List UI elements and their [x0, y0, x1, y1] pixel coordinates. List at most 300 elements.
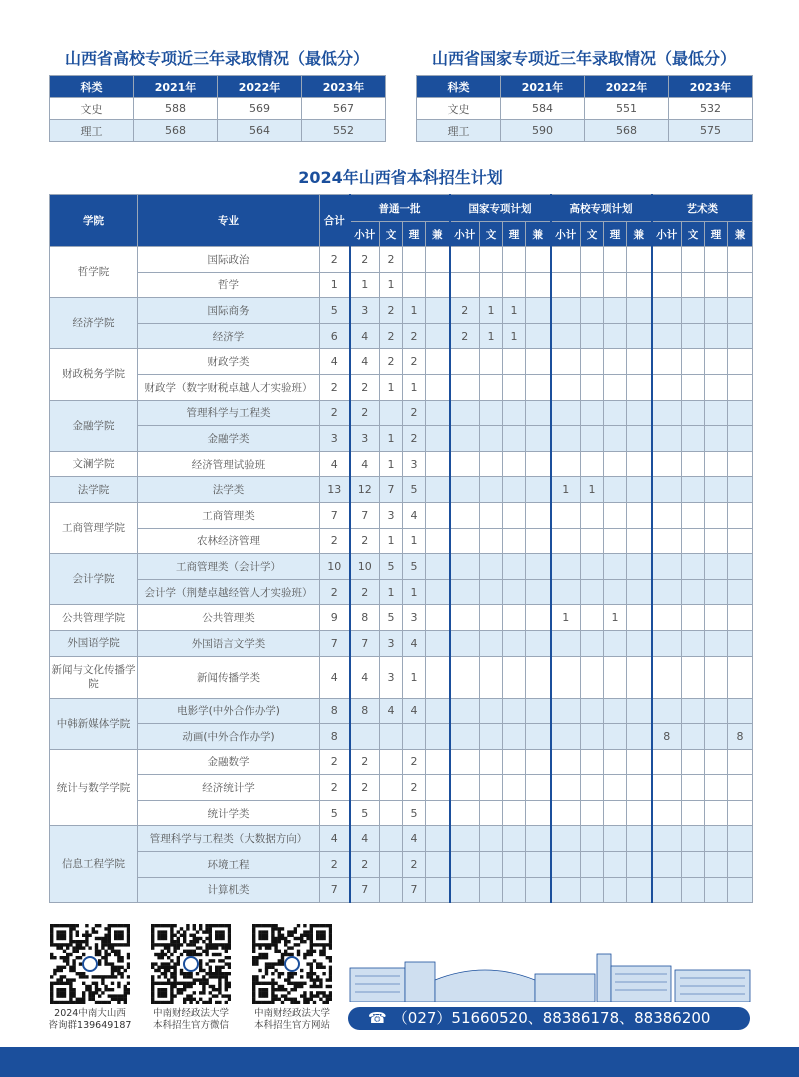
- value-cell: 2: [380, 349, 403, 375]
- value-cell: [526, 426, 551, 452]
- cell: 568: [585, 120, 669, 142]
- value-cell: [728, 656, 753, 698]
- value-cell: 2: [320, 400, 350, 426]
- header-cell: 科类: [50, 76, 134, 98]
- table-row: [50, 426, 753, 452]
- value-cell: [728, 426, 753, 452]
- value-cell: [551, 247, 581, 273]
- value-cell: [503, 630, 526, 656]
- value-cell: [627, 451, 652, 477]
- value-cell: [604, 298, 627, 324]
- header-subcolumn: 理: [604, 222, 627, 247]
- value-cell: [581, 656, 604, 698]
- value-cell: 3: [350, 298, 380, 324]
- header-major: 专业: [138, 195, 320, 247]
- value-cell: [581, 698, 604, 724]
- value-cell: [581, 502, 604, 528]
- value-cell: [652, 775, 682, 801]
- value-cell: 2: [380, 247, 403, 273]
- value-cell: [728, 400, 753, 426]
- value-cell: 2: [320, 749, 350, 775]
- value-cell: [705, 400, 728, 426]
- value-cell: 3: [403, 451, 426, 477]
- qr-caption-line1: 中南财经政法大学: [253, 1008, 330, 1019]
- header-cell: 2021年: [134, 76, 218, 98]
- value-cell: [450, 800, 480, 826]
- value-cell: 2: [320, 852, 350, 878]
- value-cell: [380, 826, 403, 852]
- value-cell: [627, 656, 652, 698]
- value-cell: [682, 724, 705, 750]
- value-cell: [581, 451, 604, 477]
- value-cell: 8: [652, 724, 682, 750]
- value-cell: 2: [350, 579, 380, 605]
- value-cell: [581, 775, 604, 801]
- major-cell: 农林经济管理: [138, 528, 320, 554]
- value-cell: [581, 272, 604, 298]
- table-row: [50, 554, 753, 580]
- value-cell: 5: [320, 800, 350, 826]
- value-cell: [450, 451, 480, 477]
- value-cell: [551, 502, 581, 528]
- value-cell: 7: [403, 877, 426, 903]
- value-cell: [705, 272, 728, 298]
- value-cell: [705, 477, 728, 503]
- value-cell: [551, 749, 581, 775]
- value-cell: [705, 528, 728, 554]
- value-cell: [480, 724, 503, 750]
- value-cell: [604, 826, 627, 852]
- major-cell: 国际政治: [138, 247, 320, 273]
- value-cell: [426, 502, 450, 528]
- value-cell: 4: [320, 349, 350, 375]
- value-cell: [526, 800, 551, 826]
- value-cell: [380, 775, 403, 801]
- table-row: [50, 877, 753, 903]
- value-cell: 5: [403, 800, 426, 826]
- value-cell: [705, 579, 728, 605]
- value-cell: [480, 426, 503, 452]
- value-cell: [728, 477, 753, 503]
- table-row: [50, 349, 753, 375]
- value-cell: 2: [403, 775, 426, 801]
- value-cell: [426, 724, 450, 750]
- value-cell: [682, 749, 705, 775]
- qr-caption-line2: 咨询群139649187: [48, 1020, 132, 1031]
- value-cell: [450, 630, 480, 656]
- cell: 理工: [417, 120, 501, 142]
- table-row: [50, 800, 753, 826]
- value-cell: [652, 852, 682, 878]
- value-cell: [682, 579, 705, 605]
- value-cell: [526, 656, 551, 698]
- value-cell: [503, 272, 526, 298]
- value-cell: [426, 400, 450, 426]
- major-cell: 计算机类: [138, 877, 320, 903]
- value-cell: 4: [350, 349, 380, 375]
- value-cell: [526, 247, 551, 273]
- header-total: 合计: [320, 195, 350, 247]
- header-group: 艺术类: [652, 195, 753, 222]
- value-cell: [426, 826, 450, 852]
- cell: 590: [501, 120, 585, 142]
- value-cell: 2: [320, 579, 350, 605]
- header-subcolumn: 兼: [728, 222, 753, 247]
- value-cell: [627, 852, 652, 878]
- value-cell: [426, 374, 450, 400]
- header-cell: 2022年: [218, 76, 302, 98]
- value-cell: [705, 877, 728, 903]
- table-row: [50, 374, 753, 400]
- value-cell: [503, 477, 526, 503]
- value-cell: [426, 877, 450, 903]
- value-cell: [728, 877, 753, 903]
- value-cell: [450, 528, 480, 554]
- value-cell: 1: [403, 579, 426, 605]
- value-cell: [682, 374, 705, 400]
- value-cell: [728, 852, 753, 878]
- value-cell: [551, 877, 581, 903]
- header-cell: 2021年: [501, 76, 585, 98]
- table-row: [50, 98, 386, 120]
- value-cell: [627, 528, 652, 554]
- header-subcolumn: 兼: [627, 222, 652, 247]
- college-cell: 工商管理学院: [50, 502, 138, 553]
- value-cell: 2: [403, 400, 426, 426]
- value-cell: [604, 579, 627, 605]
- value-cell: [652, 400, 682, 426]
- header-subcolumn: 兼: [526, 222, 551, 247]
- value-cell: [581, 247, 604, 273]
- value-cell: 2: [320, 775, 350, 801]
- major-cell: 工商管理类（会计学）: [138, 554, 320, 580]
- value-cell: [728, 605, 753, 631]
- value-cell: 4: [403, 502, 426, 528]
- left-history-table: [49, 75, 386, 142]
- value-cell: 1: [581, 477, 604, 503]
- cell: 文史: [417, 98, 501, 120]
- value-cell: [426, 656, 450, 698]
- value-cell: [652, 323, 682, 349]
- value-cell: [705, 323, 728, 349]
- header-subcolumn: 文: [581, 222, 604, 247]
- value-cell: [682, 247, 705, 273]
- value-cell: [728, 272, 753, 298]
- major-cell: 统计学类: [138, 800, 320, 826]
- value-cell: [526, 323, 551, 349]
- value-cell: [503, 451, 526, 477]
- value-cell: [503, 426, 526, 452]
- value-cell: [604, 656, 627, 698]
- value-cell: [652, 749, 682, 775]
- value-cell: [450, 724, 480, 750]
- major-cell: 动画(中外合作办学): [138, 724, 320, 750]
- value-cell: [480, 579, 503, 605]
- value-cell: [705, 724, 728, 750]
- qr-caption-line2: 本科招生官方网站: [253, 1020, 330, 1031]
- header-group: 国家专项计划: [450, 195, 551, 222]
- value-cell: [652, 502, 682, 528]
- college-cell: 外国语学院: [50, 630, 138, 656]
- header-cell: 2022年: [585, 76, 669, 98]
- value-cell: 2: [380, 323, 403, 349]
- value-cell: 1: [380, 579, 403, 605]
- table-row: [417, 98, 753, 120]
- value-cell: [682, 554, 705, 580]
- value-cell: [581, 630, 604, 656]
- value-cell: 7: [350, 630, 380, 656]
- header-subcolumn: 小计: [652, 222, 682, 247]
- value-cell: [480, 656, 503, 698]
- value-cell: [682, 852, 705, 878]
- value-cell: [526, 272, 551, 298]
- value-cell: 5: [403, 554, 426, 580]
- value-cell: 1: [503, 298, 526, 324]
- value-cell: [728, 374, 753, 400]
- value-cell: 7: [350, 877, 380, 903]
- cell: 552: [302, 120, 386, 142]
- value-cell: 3: [380, 502, 403, 528]
- cell: 569: [218, 98, 302, 120]
- value-cell: [551, 451, 581, 477]
- value-cell: 7: [350, 502, 380, 528]
- value-cell: [604, 323, 627, 349]
- value-cell: [652, 451, 682, 477]
- major-cell: 哲学: [138, 272, 320, 298]
- value-cell: [652, 656, 682, 698]
- qr-caption: [141, 1008, 241, 1032]
- value-cell: 4: [350, 451, 380, 477]
- value-cell: [604, 528, 627, 554]
- value-cell: [652, 298, 682, 324]
- table-row: [50, 120, 386, 142]
- value-cell: [503, 528, 526, 554]
- value-cell: [682, 826, 705, 852]
- value-cell: 4: [403, 698, 426, 724]
- table-row: [50, 451, 753, 477]
- header-subcolumn: 文: [380, 222, 403, 247]
- value-cell: [705, 605, 728, 631]
- major-cell: 会计学（荆楚卓越经管人才实验班）: [138, 579, 320, 605]
- value-cell: [551, 724, 581, 750]
- phone-banner: [348, 1007, 750, 1030]
- value-cell: [604, 630, 627, 656]
- value-cell: [682, 349, 705, 375]
- value-cell: 8: [320, 698, 350, 724]
- value-cell: [581, 800, 604, 826]
- value-cell: [526, 749, 551, 775]
- value-cell: 1: [403, 528, 426, 554]
- phone-icon: ☎: [368, 1009, 387, 1027]
- cell: 568: [134, 120, 218, 142]
- campus-skyline-illustration: [345, 940, 755, 1002]
- value-cell: [526, 775, 551, 801]
- value-cell: 2: [450, 323, 480, 349]
- value-cell: 2: [403, 323, 426, 349]
- value-cell: [480, 877, 503, 903]
- college-cell: 信息工程学院: [50, 826, 138, 903]
- value-cell: 12: [350, 477, 380, 503]
- value-cell: 2: [403, 426, 426, 452]
- value-cell: [503, 775, 526, 801]
- value-cell: 7: [320, 877, 350, 903]
- major-cell: 电影学(中外合作办学): [138, 698, 320, 724]
- header-cell: 2023年: [669, 76, 753, 98]
- value-cell: 1: [380, 272, 403, 298]
- value-cell: 3: [350, 426, 380, 452]
- major-cell: 金融数学: [138, 749, 320, 775]
- value-cell: 5: [380, 554, 403, 580]
- value-cell: [627, 698, 652, 724]
- value-cell: 8: [350, 605, 380, 631]
- value-cell: [526, 400, 551, 426]
- value-cell: [581, 554, 604, 580]
- value-cell: [450, 852, 480, 878]
- header-group: 普通一批: [350, 195, 450, 222]
- value-cell: [604, 374, 627, 400]
- value-cell: [450, 579, 480, 605]
- value-cell: [728, 323, 753, 349]
- value-cell: [627, 826, 652, 852]
- value-cell: [480, 630, 503, 656]
- table-row: [50, 247, 753, 273]
- value-cell: [652, 800, 682, 826]
- value-cell: [403, 272, 426, 298]
- value-cell: 8: [728, 724, 753, 750]
- value-cell: [728, 298, 753, 324]
- value-cell: [551, 323, 581, 349]
- college-cell: 哲学院: [50, 247, 138, 298]
- value-cell: [652, 528, 682, 554]
- value-cell: [604, 502, 627, 528]
- value-cell: [551, 852, 581, 878]
- value-cell: [551, 579, 581, 605]
- qr-caption-line2: 本科招生官方微信: [152, 1020, 229, 1031]
- value-cell: [380, 400, 403, 426]
- table-row: [50, 630, 753, 656]
- value-cell: 7: [380, 477, 403, 503]
- value-cell: [450, 400, 480, 426]
- qr-caption: [40, 1008, 140, 1032]
- value-cell: [480, 775, 503, 801]
- value-cell: [604, 451, 627, 477]
- value-cell: 1: [403, 374, 426, 400]
- value-cell: [503, 554, 526, 580]
- value-cell: 3: [380, 630, 403, 656]
- value-cell: 5: [380, 605, 403, 631]
- value-cell: [581, 528, 604, 554]
- value-cell: [480, 247, 503, 273]
- value-cell: 4: [320, 451, 350, 477]
- value-cell: [728, 554, 753, 580]
- college-cell: 统计与数学学院: [50, 749, 138, 826]
- value-cell: [480, 749, 503, 775]
- value-cell: [652, 477, 682, 503]
- value-cell: 1: [604, 605, 627, 631]
- value-cell: [705, 630, 728, 656]
- value-cell: 3: [320, 426, 350, 452]
- value-cell: 5: [403, 477, 426, 503]
- value-cell: [728, 502, 753, 528]
- value-cell: [581, 426, 604, 452]
- value-cell: [581, 605, 604, 631]
- value-cell: [426, 528, 450, 554]
- value-cell: [604, 852, 627, 878]
- cell: 564: [218, 120, 302, 142]
- major-cell: 法学类: [138, 477, 320, 503]
- value-cell: 4: [350, 826, 380, 852]
- value-cell: [581, 852, 604, 878]
- value-cell: [604, 247, 627, 273]
- college-cell: 金融学院: [50, 400, 138, 451]
- value-cell: [581, 400, 604, 426]
- value-cell: 1: [551, 477, 581, 503]
- table-row: [50, 323, 753, 349]
- table-row: [50, 400, 753, 426]
- value-cell: [426, 605, 450, 631]
- value-cell: [705, 451, 728, 477]
- value-cell: [728, 349, 753, 375]
- value-cell: [503, 698, 526, 724]
- value-cell: [627, 749, 652, 775]
- value-cell: [503, 749, 526, 775]
- value-cell: [526, 630, 551, 656]
- value-cell: [682, 877, 705, 903]
- value-cell: [380, 800, 403, 826]
- value-cell: [705, 502, 728, 528]
- value-cell: [581, 298, 604, 324]
- value-cell: 2: [403, 852, 426, 878]
- value-cell: [551, 272, 581, 298]
- value-cell: [627, 477, 652, 503]
- value-cell: [627, 724, 652, 750]
- value-cell: [426, 698, 450, 724]
- value-cell: 4: [380, 698, 403, 724]
- value-cell: [480, 698, 503, 724]
- value-cell: 2: [450, 298, 480, 324]
- value-cell: [682, 477, 705, 503]
- header-subcolumn: 理: [403, 222, 426, 247]
- value-cell: [526, 877, 551, 903]
- value-cell: [426, 298, 450, 324]
- value-cell: [604, 272, 627, 298]
- header-group: 高校专项计划: [551, 195, 652, 222]
- table-row: [50, 724, 753, 750]
- value-cell: [604, 800, 627, 826]
- cell: 532: [669, 98, 753, 120]
- value-cell: [526, 554, 551, 580]
- value-cell: [450, 374, 480, 400]
- value-cell: [426, 579, 450, 605]
- value-cell: [403, 724, 426, 750]
- value-cell: [627, 374, 652, 400]
- value-cell: 10: [320, 554, 350, 580]
- major-cell: 国际商务: [138, 298, 320, 324]
- value-cell: [480, 272, 503, 298]
- value-cell: [627, 605, 652, 631]
- value-cell: [426, 426, 450, 452]
- value-cell: 2: [350, 374, 380, 400]
- value-cell: 8: [320, 724, 350, 750]
- value-cell: 13: [320, 477, 350, 503]
- value-cell: [705, 374, 728, 400]
- value-cell: [682, 800, 705, 826]
- value-cell: [526, 698, 551, 724]
- value-cell: 1: [320, 272, 350, 298]
- value-cell: [705, 826, 728, 852]
- major-cell: 管理科学与工程类（大数据方向）: [138, 826, 320, 852]
- value-cell: [450, 349, 480, 375]
